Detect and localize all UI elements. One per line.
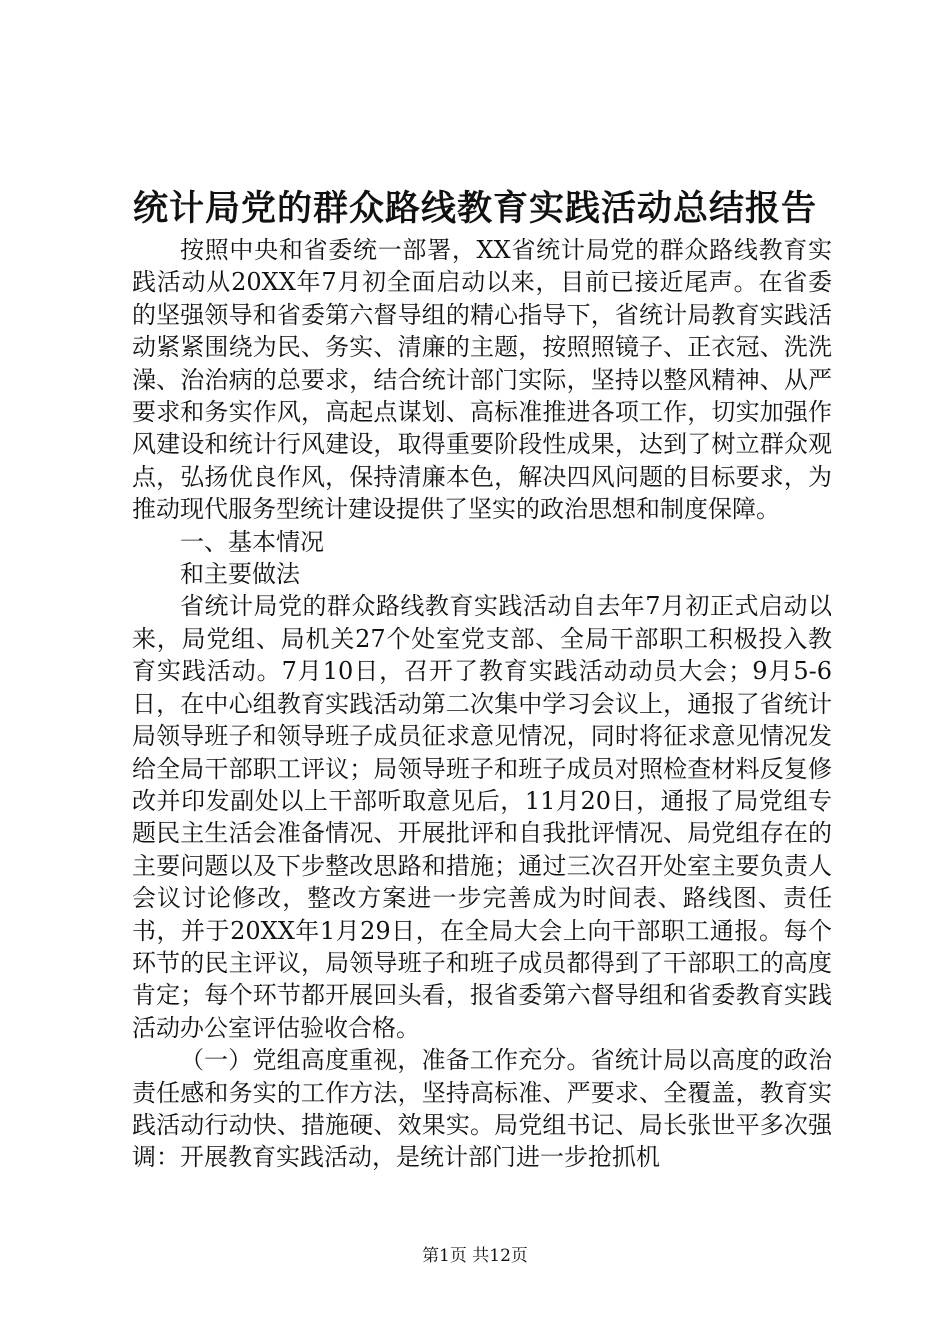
intro-paragraph: 按照中央和省委统一部署，XX省统计局党的群众路线教育实践活动从20XX年7月初全面启动以来，目前已接近尾声。在省委的坚强领导和省委第六督导组的精心指导下，省统计局教育实践活动紧紧围绕为民、务实、清廉的主题，按照照镜子、正衣冠、洗洗澡、治治病的总要求，结合统计部门实际，坚持以整风精神、从严要求和务实作风，高起点谋划、高标准推进各项工作，切实加强作风建设和统计行风建设，取得重要阶段性成果，达到了树立群众观点，弘扬优良作风，保持清廉本色，解决四风问题的目标要求，为推动现代服务型统计建设提供了坚实的政治思想和制度保障。	[132, 236, 832, 524]
document-body	[132, 234, 832, 1174]
basic-situation-paragraph: 省统计局党的群众路线教育实践活动自去年7月初正式启动以来，局党组、局机关27个处室党支部、全局干部职工积极投入教育实践活动。7月10日，召开了教育实践活动动员大会；9月5-6日，在中心组教育实践活动第二次集中学习会议上，通报了省统计局领导班子和领导班子成员征求意见情况，同时将征求意见情况发给全局干部职工评议；局领导班子和班子成员对照检查材料反复修改并印发副处以上干部听取意见后，11月20日，通报了局党组专题民主生活会准备情况、开展批评和自我批评情况、局党组存在的主要问题以及下步整改思路和措施；通过三次召开处室主要负责人会议讨论修改，整改方案进一步完善成为时间表、路线图、责任书，并于20XX年1月29日，在全局大会上向干部职工通报。每个环节的民主评议，局领导班子和班子成员都得到了干部职工的高度肯定；每个环节都开展回头看，报省委第六督导组和省委教育实践活动办公室评估验收合格。	[132, 592, 832, 1042]
section-subheading: 和主要做法	[180, 560, 300, 589]
document-title: 统计局党的群众路线教育实践活动总结报告	[132, 188, 817, 229]
page-footer: 第1页 共12页	[422, 1246, 528, 1266]
point-one-paragraph: （一）党组高度重视，准备工作充分。省统计局以高度的政治责任感和务实的工作方法，坚持高标准、严要求、全覆盖，教育实践活动行动快、措施硬、效果实。局党组书记、局长张世平多次强调：开展教育实践活动，是统计部门进一步抢抓机	[132, 1046, 832, 1172]
section-heading: 一、基本情况	[180, 527, 324, 556]
